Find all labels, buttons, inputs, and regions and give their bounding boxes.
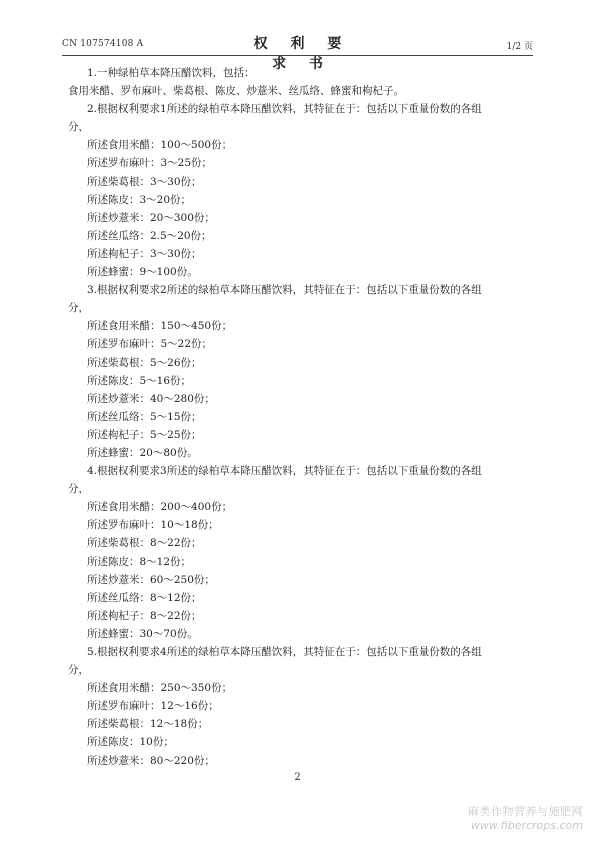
claim-line: 4.根据权利要求3所述的绿柏草本降压醋饮料，其特征在于：包括以下重量份数的各组 xyxy=(87,465,482,478)
claim-line: 所述蜂蜜：9～100份。 xyxy=(87,266,198,279)
claim-line: 所述罗布麻叶：10～18份； xyxy=(87,519,219,532)
claim-line: 3.根据权利要求2所述的绿柏草本降压醋饮料，其特征在于：包括以下重量份数的各组 xyxy=(87,284,482,297)
publication-number: CN 107574108 A xyxy=(62,39,144,49)
claim-line: 所述食用米醋：150～450份； xyxy=(87,320,233,333)
claim-line: 食用米醋、罗布麻叶、柴葛根、陈皮、炒薏米、丝瓜络、蜂蜜和枸杞子。 xyxy=(68,85,404,98)
claim-line: 分， xyxy=(68,121,89,134)
claim-line: 所述柴葛根：3～30份； xyxy=(87,175,202,188)
claim-line: 所述陈皮：10份； xyxy=(87,736,174,749)
claim-line: 所述罗布麻叶：12～16份； xyxy=(87,700,219,713)
claim-line: 所述枸杞子：5～25份； xyxy=(87,428,202,441)
claim-line: 所述食用米醋：200～400份； xyxy=(87,501,233,514)
claim-line: 所述陈皮：5～16份； xyxy=(87,374,192,387)
claim-line: 所述丝瓜络：5～15份； xyxy=(87,410,202,423)
claim-line: 分， xyxy=(68,302,89,315)
claim-line: 所述食用米醋：250～350份； xyxy=(87,682,233,695)
claim-line: 所述食用米醋：100～500份； xyxy=(87,139,233,152)
claim-line: 所述炒薏米：20～300份； xyxy=(87,211,215,224)
claim-line: 所述陈皮：8～12份； xyxy=(87,555,192,568)
claim-line: 所述枸杞子：8～22份； xyxy=(87,609,202,622)
claim-line: 所述蜂蜜：30～70份。 xyxy=(87,627,198,640)
claim-line: 所述陈皮：3～20份； xyxy=(87,193,192,206)
claim-line: 所述枸杞子：3～30份； xyxy=(87,247,202,260)
claim-line: 分， xyxy=(68,664,89,677)
watermark-text: 麻类作物营养与施肥网 xyxy=(468,805,583,818)
claim-line: 所述炒薏米：60～250份； xyxy=(87,573,215,586)
claim-line: 所述柴葛根：8～22份； xyxy=(87,537,202,550)
claim-line: 1.一种绿柏草本降压醋饮料，包括： xyxy=(87,67,255,79)
claims-body xyxy=(68,64,534,770)
claim-line: 所述柴葛根：12～18份； xyxy=(87,718,209,731)
claim-line: 5.根据权利要求4所述的绿柏草本降压醋饮料，其特征在于：包括以下重量份数的各组 xyxy=(87,646,482,658)
claim-line: 所述炒薏米：80～220份； xyxy=(87,754,215,767)
page-indicator: 1/2 页 xyxy=(506,42,533,52)
claim-line: 所述罗布麻叶：5～22份； xyxy=(87,338,213,351)
watermark xyxy=(468,805,583,833)
claim-line: 所述丝瓜络：2.5～20份； xyxy=(87,229,212,242)
claim-line: 2.根据权利要求1所述的绿柏草本降压醋饮料，其特征在于：包括以下重量份数的各组 xyxy=(87,103,482,116)
claim-line: 所述柴葛根：5～26份； xyxy=(87,356,202,369)
claim-line: 分， xyxy=(68,483,89,496)
header-divider xyxy=(62,55,533,56)
claim-line: 所述蜂蜜：20～80份。 xyxy=(87,446,198,459)
claim-line: 所述罗布麻叶：3～25份； xyxy=(87,157,213,170)
claim-line: 所述炒薏米：40～280份； xyxy=(87,392,215,405)
watermark-url: www.fibercrops.com xyxy=(470,819,583,832)
document-header xyxy=(62,32,533,72)
document-title: 权 利 要 求 书 xyxy=(253,36,351,72)
claim-line: 所述丝瓜络：8～12份； xyxy=(87,591,202,604)
page-number: 2 xyxy=(294,772,301,783)
